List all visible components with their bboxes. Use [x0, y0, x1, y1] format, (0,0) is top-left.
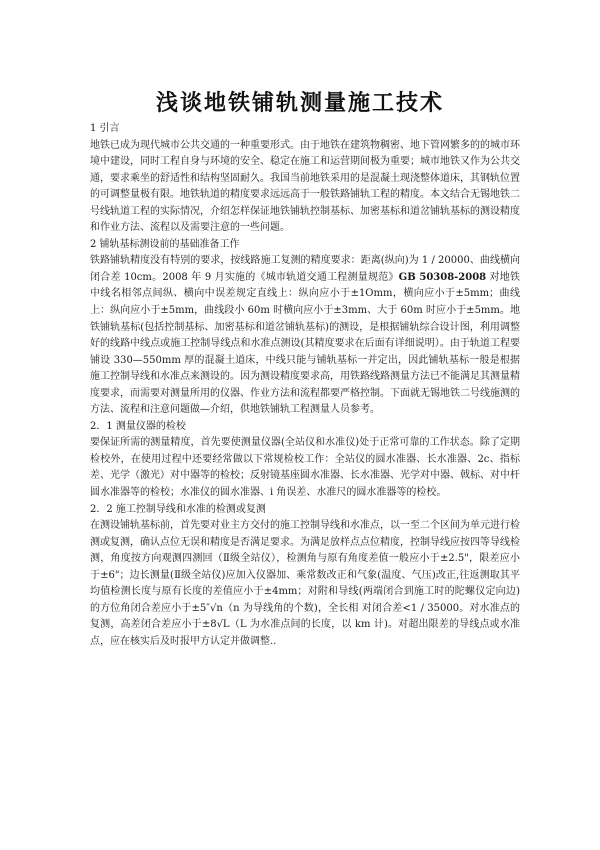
paragraph-preparation-part-1: 铁路铺轨精度没有特别的要求，按线路施工复测的精度要求：距离(纵向)为 1 / 20000、曲线横向闭合差 10cm。2008 年 9 月实施的《城市轨道交通工程测量规范》: [90, 255, 520, 283]
section-heading-instrument-calibration: 2．1 测量仪器的检校: [90, 420, 186, 432]
paragraph-introduction: 地铁已成为现代城市公共交通的一种重要形式。由于地铁在建筑物稠密、地下管网繁多的的城市环境中建设，同时工程自身与环境的安全、稳定在施工和运营期间极为重要；城市地铁又作为公共交通，要求乘坐的舒适性和结构坚固耐久。我国当前地铁采用的是混凝土现浇整体道床，其钢轨位置的可调整量极有限。地铁轨道的精度要求远远高于一般铁路铺轨工程的精度。本文结合无锡地铁二号线轨道工程的实际情况，介绍怎样保证地铁铺轨控制基标、加密基标和道岔铺轨基标的测设精度和作业方法、流程以及需要注意的一些问题。: [90, 139, 520, 234]
paragraph-preparation-part-2: 对地铁中线名相邻点间纵、横向中误差规定直线上：纵向应小于±1Omm，横向应小于±5mm；曲线上：纵向应小于±5mm，曲线段小 60m 时横向应小于±3mm、大于 60m 时应小于±5mm。地铁铺轨基标(包括控制基标、加密基标和道岔铺轨基标)的测设，是根据铺轨综合设计图，利用调整好的线路中线点或施工控制导线点和水准点测设(其精度要求在后面有详细说明）。由于轨道工程要铺设 330—550mm 厚的混凝土道床，中线只能与铺轨基标一并定出，因此铺轨基标一般是根据施工控制导线和水准点来测设的。因为测设精度要求高，用铁路线路测量方法已不能满足其测量精度要求，而需要对测量所用的仪器、作业方法和流程都要严格控制。下面就无锡地铁二号线施测的方法、流程和注意问题做—介绍，供地铁铺轨工程测量人员参考。: [90, 271, 520, 416]
paragraph-preparation: [90, 253, 520, 418]
page-title: 浅谈地铁铺轨测量施工技术: [155, 89, 444, 116]
paragraph-control-survey: 在测设铺轨基标前，首先要对业主方交付的施工控制导线和水准点，以一至二个区间为单元进行检测或复测，确认点位无误和精度是否满足要求。为满足放样点点位精度，控制导线应按四等导线检测，角度按方向观测四测回（Ⅱ级全站仪），检测角与原有角度差值一般应小于±2.5"，限差应小于±6"；边长测量(Ⅱ级全站仪)应加入仪器加、乘常数改正和气象(温度、气压)改正,往返测取其平均值检测长度与原有长度的差值应小于±4mm；对附和导线(两端闭合到施工时的陀螺仪定向边)的方位角闭合差应小于±5″√n（n 为导线角的个数)，全长相 对闭合差<1 / 35000。对水准点的复测，高差闭合差应小于±8√L（L 为水准点间的长度，以 km 计)。对超出限差的导线点或水准点，应在核实后及时报甲方认定并做调整..: [90, 520, 520, 647]
paragraph-instrument-calibration: 要保证所需的测量精度，首先要使测量仪器(全站仪和水准仪)处于正常可靠的工作状态。除了定期检校外，在使用过程中还要经常做以下常规检校工作：全站仪的圆水准器、长水准器、2c、指标差、光学（激光）对中器等的检校；反射镜基座圆水准器、长水准器、光学对中器、戟标、对中杆圆水准器等的检校；水准仪的圆水准器、i 角误差、水准尺的圆水准器等的检校。: [90, 437, 520, 499]
section-heading-control-survey: 2．2 施工控制导线和水准的检测或复测: [90, 503, 266, 515]
article-body: [90, 121, 520, 651]
section-heading-introduction: 1 引言: [90, 123, 120, 134]
standard-code: GB 50308-2008: [398, 271, 487, 283]
section-heading-preparation: 2 铺轨基标测设前的基础准备工作: [90, 238, 240, 250]
